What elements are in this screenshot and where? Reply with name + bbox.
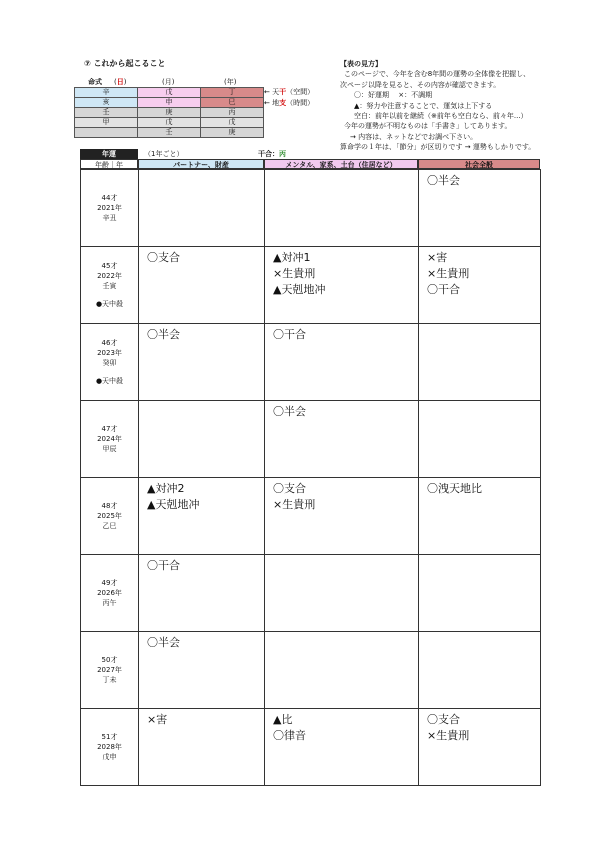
- list-item: ×生貴刑: [427, 267, 470, 280]
- meishiki-header: [74, 75, 264, 87]
- meishiki-row: [75, 98, 264, 108]
- meishiki-cell: 甲: [75, 118, 138, 128]
- mental-cell: [265, 478, 419, 555]
- mental-cell: [265, 632, 419, 709]
- social-cell: [419, 555, 541, 632]
- nenun-note: （1年ごと）: [144, 150, 184, 158]
- social-cell: [419, 478, 541, 555]
- year-kanshi: 戊申: [102, 753, 117, 761]
- fortune-table: [80, 169, 541, 786]
- mental-cell: [265, 170, 419, 247]
- stem-note-mark: 干: [279, 88, 287, 96]
- year-kanshi: 癸卯: [102, 359, 117, 367]
- list-item: ×生貴刑: [427, 729, 470, 742]
- meishiki-cell: 丁: [201, 88, 264, 98]
- list-item: 〇支合: [427, 713, 460, 726]
- branch-note-mark: 支: [279, 99, 287, 107]
- year-cell: [81, 555, 139, 632]
- list-item: 〇干合: [147, 559, 180, 572]
- meishiki-cell: 戊: [138, 118, 201, 128]
- meishiki-year-header: (年): [224, 78, 237, 86]
- list-item: 〇半会: [147, 328, 180, 341]
- table-row: [81, 324, 541, 401]
- social-cell: [419, 247, 541, 324]
- meishiki-day-mark: 日: [116, 78, 124, 86]
- mental-cell: [265, 401, 419, 478]
- year-cell: [81, 478, 139, 555]
- meishiki-table: [74, 87, 264, 138]
- meishiki-cell: 庚: [138, 108, 201, 118]
- table-row: [81, 247, 541, 324]
- partner-cell: [139, 632, 265, 709]
- tenchusatsu-badge: ●天中殺: [95, 300, 124, 308]
- list-item: ▲対冲2: [147, 482, 185, 495]
- year-kanshi: 壬寅: [102, 282, 117, 290]
- table-row: [81, 632, 541, 709]
- year-year: 2021年: [97, 204, 122, 212]
- kango-value: 丙: [279, 150, 286, 158]
- meishiki-month-header: (月): [162, 78, 175, 86]
- column-header-age: 年齢｜年: [80, 159, 138, 169]
- meishiki-cell: 庚: [201, 128, 264, 138]
- partner-cell: [139, 247, 265, 324]
- meishiki-row: [75, 108, 264, 118]
- column-header-social: 社会全般: [418, 159, 540, 169]
- column-header-mental: メンタル、家系、土台（住居など）: [264, 159, 418, 169]
- legend-line: 今年の運勢が不明なものは「手書き」してあります。: [344, 122, 512, 131]
- meishiki-cell: 丙: [201, 108, 264, 118]
- year-age: 48才: [101, 502, 118, 510]
- meishiki-cell: 亥: [75, 98, 138, 108]
- year-age: 51才: [101, 733, 118, 741]
- meishiki-row: [75, 88, 264, 98]
- list-item: ▲比: [273, 713, 293, 726]
- list-item: ×生貴刑: [273, 498, 316, 511]
- mental-cell: [265, 709, 419, 786]
- year-cell: [81, 170, 139, 247]
- legend-line: 〇：好運期 ×：不調期: [354, 91, 433, 100]
- year-cell: [81, 401, 139, 478]
- table-row: [81, 709, 541, 786]
- stem-note-prefix: ← 天: [264, 88, 280, 96]
- legend-line: → 内容は、ネットなどでお調べ下さい。: [350, 132, 478, 141]
- year-year: 2024年: [97, 435, 122, 443]
- meishiki-label: 命式: [88, 78, 102, 86]
- legend-line: ▲：努力や注意することで、運気は上下する: [354, 101, 493, 110]
- meishiki-row: [75, 128, 264, 138]
- list-item: 〇洩天地比: [427, 482, 482, 495]
- nenun-header: [80, 149, 540, 159]
- social-cell: [419, 324, 541, 401]
- section-title: ⑦ これから起こること: [84, 59, 166, 68]
- year-cell: [81, 709, 139, 786]
- year-age: 50才: [101, 656, 118, 664]
- kango-label-text: 干合：: [258, 150, 279, 158]
- meishiki-cell: 戊: [138, 88, 201, 98]
- social-cell: [419, 170, 541, 247]
- social-cell: [419, 709, 541, 786]
- year-cell: [81, 632, 139, 709]
- meishiki-cell: 申: [138, 98, 201, 108]
- year-year: 2028年: [97, 743, 122, 751]
- list-item: 〇半会: [147, 636, 180, 649]
- list-item: 〇干合: [273, 328, 306, 341]
- year-age: 46才: [101, 339, 118, 347]
- mental-cell: [265, 247, 419, 324]
- year-kanshi: 丙午: [102, 599, 117, 607]
- year-kanshi: 乙巳: [102, 522, 117, 530]
- year-kanshi: 甲辰: [102, 445, 117, 453]
- list-item: ▲天剋地冲: [273, 283, 326, 296]
- list-item: ▲天剋地冲: [147, 498, 200, 511]
- meishiki-cell: 壬: [75, 108, 138, 118]
- table-row: [81, 555, 541, 632]
- mental-cell: [265, 555, 419, 632]
- partner-cell: [139, 478, 265, 555]
- meishiki-day-header: (日): [114, 78, 127, 86]
- meishiki-cell: 壬: [138, 128, 201, 138]
- partner-cell: [139, 709, 265, 786]
- branch-note-suffix: （時間）: [286, 99, 315, 107]
- legend-title: 【表の見方】: [340, 60, 382, 68]
- legend-line: 空白：前年以前を継続（※前年も空白なら、前々年...）: [354, 111, 528, 120]
- stem-note: [264, 87, 314, 97]
- year-year: 2022年: [97, 272, 122, 280]
- year-year: 2026年: [97, 589, 122, 597]
- list-item: 〇律音: [273, 729, 306, 742]
- list-item: 〇半会: [273, 405, 306, 418]
- table-row: [81, 401, 541, 478]
- nenun-label: 年運: [80, 149, 138, 159]
- legend-line: 算命学の１年は、「節分」が区切りです → 運勢もしかりです。: [340, 143, 536, 152]
- branch-note-prefix: ← 地: [264, 99, 280, 107]
- year-year: 2027年: [97, 666, 122, 674]
- legend-line: 次ページ以降を見ると、その内容が確認できます。: [340, 80, 501, 89]
- branch-note: [264, 98, 314, 108]
- table-row: [81, 170, 541, 247]
- partner-cell: [139, 170, 265, 247]
- tenchusatsu-badge: ●天中殺: [95, 377, 124, 385]
- year-age: 47才: [101, 425, 118, 433]
- meishiki-cell: 辛: [75, 88, 138, 98]
- social-cell: [419, 401, 541, 478]
- kango-label: [258, 149, 286, 159]
- list-item: ×生貴刑: [273, 267, 316, 280]
- partner-cell: [139, 324, 265, 401]
- list-item: ▲対冲1: [273, 251, 311, 264]
- year-cell: [81, 324, 139, 401]
- list-item: 〇干合: [427, 283, 460, 296]
- list-item: 〇支合: [273, 482, 306, 495]
- list-item: ×害: [427, 251, 448, 264]
- list-item: 〇半会: [427, 174, 460, 187]
- meishiki-row: [75, 118, 264, 128]
- mental-cell: [265, 324, 419, 401]
- meishiki-cell: [75, 128, 138, 138]
- partner-cell: [139, 555, 265, 632]
- meishiki-cell: 巳: [201, 98, 264, 108]
- legend-line: このページで、今年を含む8年間の運勢の全体像を把握し、: [344, 70, 531, 79]
- year-kanshi: 丁未: [102, 676, 117, 684]
- year-age: 45才: [101, 262, 118, 270]
- year-cell: [81, 247, 139, 324]
- list-item: ×害: [147, 713, 168, 726]
- year-year: 2025年: [97, 512, 122, 520]
- column-header-partner: パートナー、財産: [138, 159, 264, 169]
- year-year: 2023年: [97, 349, 122, 357]
- year-kanshi: 辛丑: [102, 214, 117, 222]
- legend: [340, 59, 535, 153]
- meishiki-cell: 戊: [201, 118, 264, 128]
- social-cell: [419, 632, 541, 709]
- list-item: 〇支合: [147, 251, 180, 264]
- table-row: [81, 478, 541, 555]
- year-age: 49才: [101, 579, 118, 587]
- year-age: 44才: [101, 194, 118, 202]
- stem-note-suffix: （空間）: [286, 88, 315, 96]
- partner-cell: [139, 401, 265, 478]
